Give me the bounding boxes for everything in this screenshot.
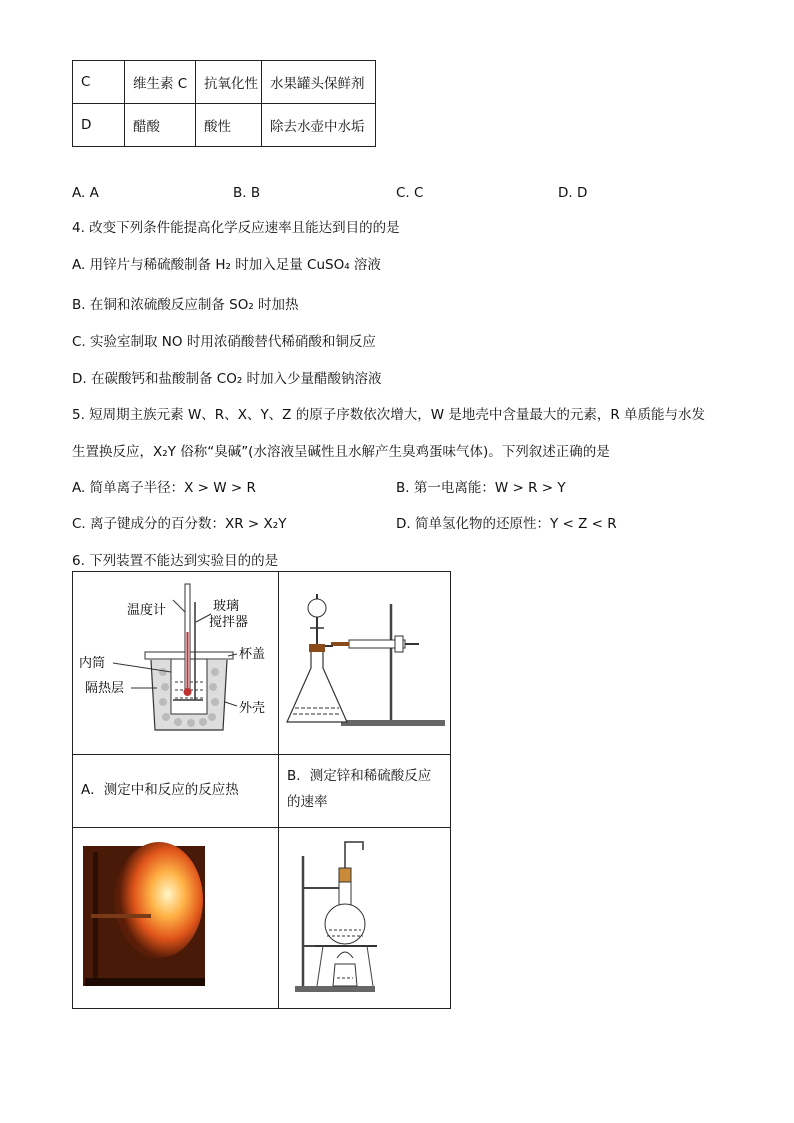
q3-choice-b[interactable]: B. B: [233, 185, 261, 201]
q6-stem: 6. 下列装置不能达到实验目的的是: [72, 553, 279, 569]
q5-option-b[interactable]: B. 第一电离能：W > R > Y: [396, 480, 566, 496]
q4-stem: 4. 改变下列条件能提高化学反应速率且能达到目的的是: [72, 220, 400, 236]
label-outer-shell: 外壳: [239, 701, 266, 716]
q4-option-a[interactable]: A. 用锌片与稀硫酸制备 H₂ 时加入足量 CuSO₄ 溶液: [72, 257, 381, 273]
q5-option-a[interactable]: A. 简单离子半径：X > W > R: [72, 480, 256, 496]
apparatus-a-caption-cell: [73, 755, 279, 828]
distillation-flask-diagram: [279, 828, 450, 1004]
table-cell: C: [73, 61, 125, 104]
table-cell: 醋酸: [125, 104, 196, 147]
burning-experiment-photo: [73, 828, 278, 1004]
label-stirrer: 搅拌器: [209, 615, 249, 630]
table-cell: D: [73, 104, 125, 147]
apparatus-table: [72, 571, 451, 1009]
label-inner-cup: 内筒: [79, 656, 106, 671]
q5-stem-line2: 生置换反应，X₂Y 俗称“臭碱”(水溶液呈碱性且水解产生臭鸡蛋味气体)。下列叙述正确的是: [72, 444, 610, 460]
label-thermometer: 温度计: [127, 603, 167, 618]
table-row: [73, 104, 376, 147]
q3-choice-d[interactable]: D. D: [558, 185, 588, 201]
table-cell: 水果罐头保鲜剂: [262, 61, 376, 104]
label-lid: 杯盖: [239, 647, 266, 662]
table-cell: 维生素 C: [125, 61, 196, 104]
table-row: [73, 61, 376, 104]
apparatus-c-cell: [73, 828, 279, 1009]
apparatus-b-cell: [279, 572, 451, 755]
q4-option-b[interactable]: B. 在铜和浓硫酸反应制备 SO₂ 时加热: [72, 297, 299, 313]
table-cell: 除去水壶中水垢: [262, 104, 376, 147]
label-glass: 玻璃: [213, 599, 240, 614]
q3-choice-c[interactable]: C. C: [396, 185, 424, 201]
apparatus-a-cell: [73, 572, 279, 755]
apparatus-a-caption[interactable]: A．测定中和反应的反应热: [81, 782, 239, 798]
apparatus-b-caption-cell: [279, 755, 451, 828]
q3-choice-a[interactable]: A. A: [72, 185, 99, 201]
calorimeter-diagram: [73, 572, 278, 750]
flask-syringe-diagram: [279, 572, 450, 750]
apparatus-d-cell: [279, 828, 451, 1009]
table-cell: 酸性: [196, 104, 262, 147]
q4-option-d[interactable]: D. 在碳酸钙和盐酸制备 CO₂ 时加入少量醋酸钠溶液: [72, 371, 382, 387]
label-insulation: 隔热层: [85, 681, 125, 696]
q4-option-c[interactable]: C. 实验室制取 NO 时用浓硝酸替代稀硝酸和铜反应: [72, 334, 376, 350]
option-table: [72, 60, 376, 147]
table-cell: 抗氧化性: [196, 61, 262, 104]
q5-stem-line1: 5. 短周期主族元素 W、R、X、Y、Z 的原子序数依次增大，W 是地壳中含量最大的元素，R 单质能与水发: [72, 407, 706, 423]
q5-option-c[interactable]: C. 离子键成分的百分数：XR > X₂Y: [72, 516, 287, 532]
q5-option-d[interactable]: D. 简单氢化物的还原性：Y < Z < R: [396, 516, 617, 532]
apparatus-b-caption[interactable]: B．测定锌和稀硫酸反应的速率: [287, 768, 432, 810]
